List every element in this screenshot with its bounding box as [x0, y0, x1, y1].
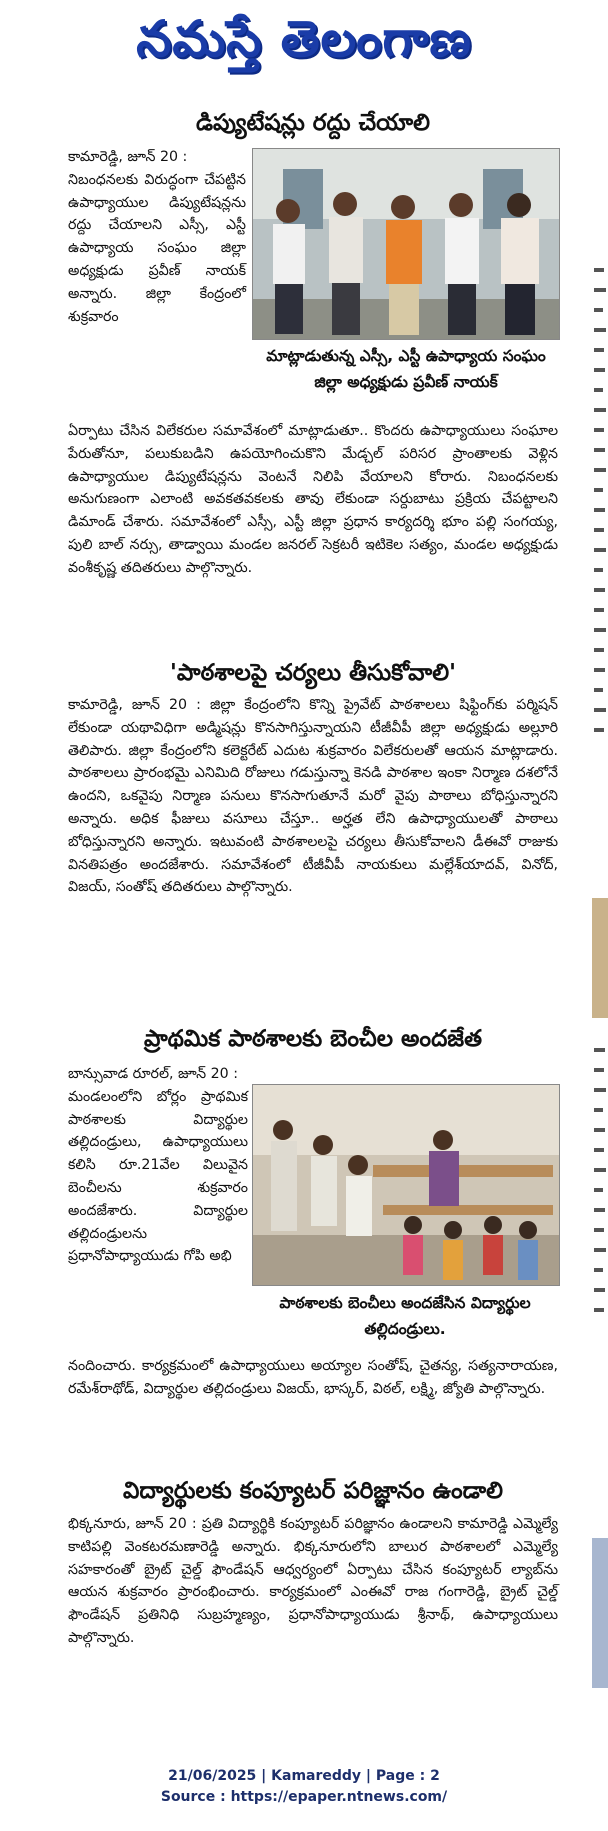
teachers-group-photo-icon — [253, 149, 559, 339]
article4-body: ప్రతి విద్యార్థికి కంప్యూటర్ పరిజ్ఞానం ఉండాలని కామారెడ్డి ఎమ్మెల్యే కాటిపల్లి వెంకటరమణారెడ్డి అన్నారు. భిక్కనూరులోని బాలుర పాఠశాలలో ఎమ్మెల్యే సహకారంతో బ్రైట్ చైల్డ్ ఫౌండేషన్ ఆధ్వర్యంలో ఏర్పాటు చేసిన కంప్యూటర్ ల్యాబ్‌ను ఆయన శుక్రవారం ప్రారంభించారు. కార్యక్రమంలో ఎంఈవో రాజ గంగారెడ్డి, బ్రైట్ చైల్డ్ ఫౌండేషన్ ప్రతినిధి సుబ్రహ్మణ్యం, ప్రధానోపాధ్యాయుడు శ్రీనాథ్, ఉపాధ్యాయులు పాల్గొన్నారు. — [68, 1516, 558, 1646]
article2-headline: 'పాఠశాలపై చర్యలు తీసుకోవాలి' — [169, 660, 457, 686]
masthead-title: నమస్తే తెలంగాణ — [136, 10, 472, 68]
article4-headline: విద్యార్థులకు కంప్యూటర్ పరిజ్ఞానం ఉండాలి — [123, 1478, 503, 1504]
article2-body: జిల్లా కేంద్రంలోని కొన్ని ప్రైవేట్ పాఠశాలలు షిఫ్టింగ్‌కు పర్మిషన్ లేకుండా యథావిధిగా అడ్మిషన్లు కొనసాగిస్తున్నాయని టీజీవీపీ జిల్లా అధ్యక్షుడు అల్లూరి తెలిపారు. జిల్లా కేంద్రంలోని కలెక్టరేట్ ఎదుట శుక్రవారం విలేకరులతో ఆయన మాట్లాడారు. పాఠశాలలు ప్రారంభమై ఎనిమిది రోజులు గడుస్తున్నా కెనడి పాఠశాల ఇంకా నిర్మాణ దశలోనే ఉందని, ఒకవైపు నిర్మాణ పనులు కొనసాగుతూనే మరో వైపు పాఠాలు బోధిస్తున్నారని అన్నారు. అధిక ఫీజులు వసూలు చేస్తూ.. అర్హత లేని ఉపాధ్యాయులతో పాఠాలు బోధిస్తున్నారని అన్నారు. ఇటువంటి పాఠశాలలపై చర్యలు తీసుకోవాలని డీఈవో రాజుకు వినతిపత్రం అందజేశారు. సమావేశంలో టీజీవీపీ నాయకులు మల్లేశ్‌యాదవ్, వినోద్, విజయ్, సంతోష్ తదితరులు పాల్గొన్నారు. — [68, 697, 558, 896]
adjacent-text-fragment-icon — [592, 258, 608, 1738]
article4-dateline: భిక్కనూరు, జూన్ 20 : — [68, 1516, 197, 1532]
article1-body-wide: ఏర్పాటు చేసిన విలేకరుల సమావేశంలో మాట్లాడుతూ.. కొందరు ఉపాధ్యాయులు సంఘాల పేరుతోనూ, పలుకుబడిని ఉపయోగించుకొని మేడ్చల్ పరిసర ప్రాంతాలకు వెళ్లిన ఉపాధ్యాయుల డిప్యుటేషన్లను వెంటనే నిలిపి వేయాలని కోరారు. నిబంధనలకు అనుగుణంగా ఎలాంటి అవకతవకలకు తావు లేకుండా సర్దుబాటు ప్రక్రియ చేపట్టాలని డిమాండ్ చేశారు. సమావేశంలో ఎస్సీ, ఎస్టీ జిల్లా ప్రధాన కార్యదర్శి భూం పల్లి సంగయ్య, పులి బాల్ నర్సు, తాడ్వాయి మండల జనరల్ సెక్రటరీ ఇటికెల సత్యం, మండల అధ్యక్షుడు వంశీకృష్ణ తదితరులు పాల్గొన్నారు. — [68, 423, 558, 576]
article1-body-narrow: నిబంధనలకు విరుద్ధంగా చేపట్టిన ఉపాధ్యాయుల డిప్యుటేషన్లను రద్దు చేయాలని ఎస్సీ, ఎస్టీ ఉపాధ్యాయ సంఘం జిల్లా అధ్యక్షుడు ప్రవీణ్ నాయక్ అన్నారు. జిల్లా కేంద్రంలో శుక్రవారం — [68, 171, 246, 325]
article1-photo — [252, 148, 560, 340]
article3-caption: పాఠశాలకు బెంచీలు అందజేసిన విద్యార్థుల తల్లిదండ్రులు. — [279, 1294, 531, 1338]
footer-source-link[interactable]: Source : https://epaper.ntnews.com/ — [160, 1789, 448, 1805]
adjacent-column-fragment — [592, 258, 608, 1738]
article3-body-narrow: మండలంలోని బోర్లం ప్రాథమిక పాఠశాలకు విద్యార్థుల తల్లిదండ్రులు, ఉపాధ్యాయులు కలిసి రూ.21వేల విలువైన బెంచీలను శుక్రవారం అందజేశారు. విద్యార్థుల తల్లిదండ్రులను ప్రధానోపాధ్యాయుడు గోపి అభి — [68, 1088, 248, 1265]
students-benches-photo-icon — [253, 1085, 559, 1285]
article3-headline: ప్రాథమిక పాఠశాలకు బెంచీల అందజేత — [143, 1026, 483, 1052]
footer-date-edition: 21/06/2025 | Kamareddy | Page : 2 — [168, 1768, 440, 1784]
article2-dateline: కామారెడ్డి, జూన్ 20 : — [68, 697, 201, 713]
masthead — [0, 0, 608, 84]
article3-photo — [252, 1084, 560, 1286]
article3-body-wide: నందించారు. కార్యక్రమంలో ఉపాధ్యాయులు అయ్యాల సంతోష్, చైతన్య, సత్యనారాయణ, రమేశ్‌రాథోడ్, విద్యార్థుల తల్లిదండ్రులు విజయ్, భాస్కర్, విఠల్, లక్ష్మి, జ్యోతి పాల్గొన్నారు. — [68, 1358, 558, 1397]
article1-headline: డిప్యుటేషన్లు రద్దు చేయాలి — [196, 110, 430, 136]
article3-dateline: బాన్సువాడ రూరల్, జూన్ 20 : — [68, 1066, 238, 1082]
page-footer — [0, 1766, 608, 1808]
article1-dateline: కామారెడ్డి, జూన్ 20 : — [68, 149, 188, 165]
article1-caption: మాట్లాడుతున్న ఎస్సీ, ఎస్టీ ఉపాధ్యాయ సంఘం జిల్లా అధ్యక్షుడు ప్రవీణ్ నాయక్ — [266, 347, 546, 391]
